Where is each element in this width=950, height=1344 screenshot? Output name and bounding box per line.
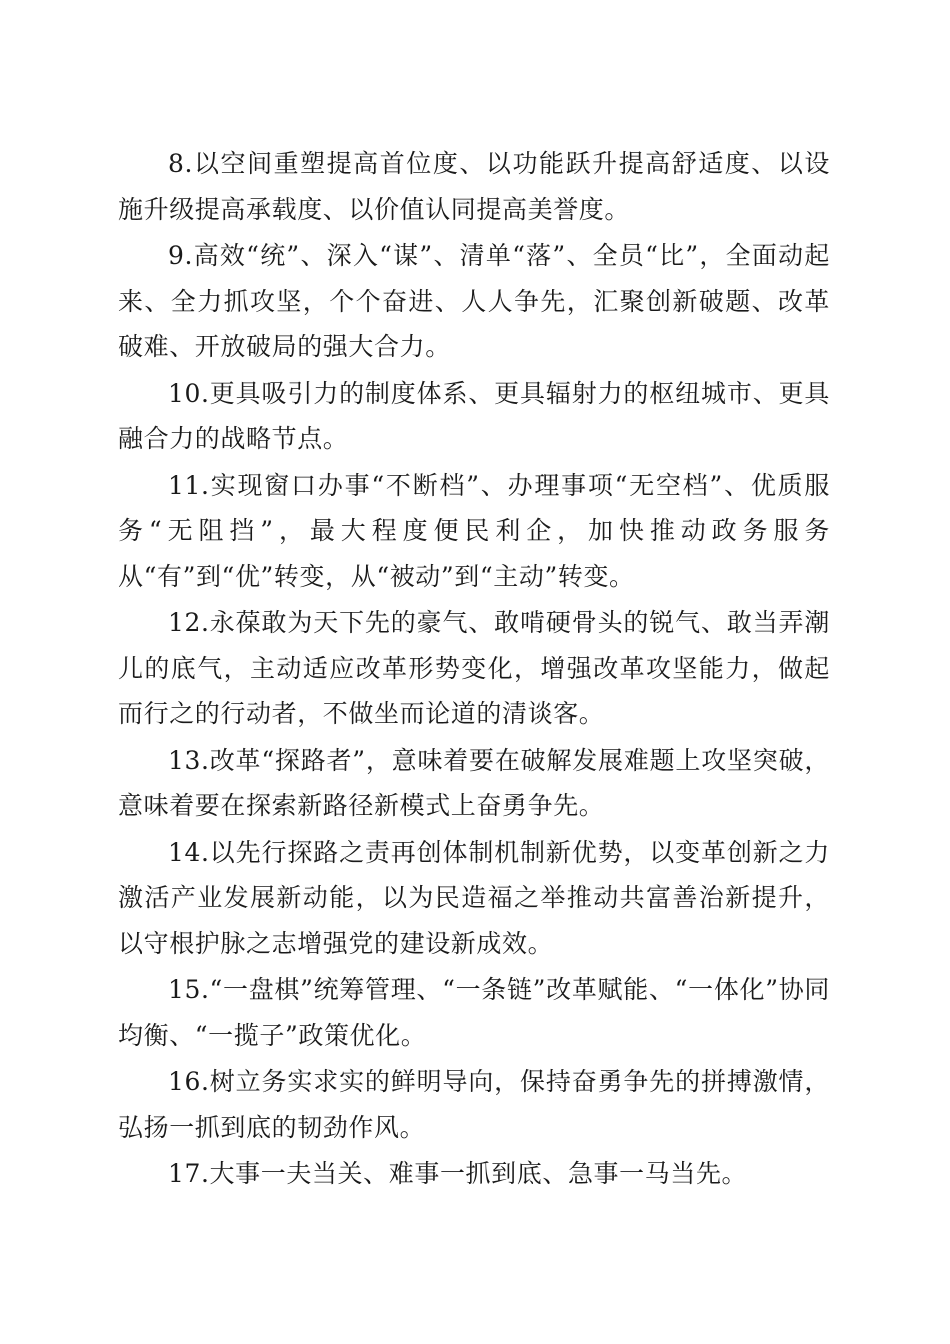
paragraph-13: 13.改革“探路者”，意味着要在破解发展难题上攻坚突破，意味着要在探索新路径新模式上奋勇争先。	[118, 745, 830, 820]
paragraph-16: 16.树立务实求实的鲜明导向，保持奋勇争先的拼搏激情，弘扬一抓到底的韧劲作风。	[118, 1067, 830, 1142]
paragraph-8: 8.以空间重塑提高首位度、以功能跃升提高舒适度、以设施升级提高承载度、以价值认同提高美誉度。	[118, 149, 830, 224]
document-body	[118, 141, 830, 1198]
paragraph-14: 14.以先行探路之责再创体制机制新优势，以变革创新之力激活产业发展新动能，以为民造福之举推动共富善治新提升，以守根护脉之志增强党的建设新成效。	[118, 837, 830, 958]
paragraph-9: 9.高效“统”、深入“谋”、清单“落”、全员“比”，全面动起来、全力抓攻坚，个个奋进、人人争先，汇聚创新破题、改革破难、开放破局的强大合力。	[118, 241, 830, 361]
paragraph-11: 11.实现窗口办事“不断档”、办理事项“无空档”、优质服务“无阻挡”，最大程度便民利企，加快推动政务服务从“有”到“优”转变，从“被动”到“主动”转变。	[118, 470, 830, 591]
paragraph-17: 17.大事一夫当关、难事一抓到底、急事一马当先。	[168, 1159, 748, 1188]
paragraph-10: 10.更具吸引力的制度体系、更具辐射力的枢纽城市、更具融合力的战略节点。	[118, 378, 830, 453]
paragraph-12: 12.永葆敢为天下先的豪气、敢啃硬骨头的锐气、敢当弄潮儿的底气，主动适应改革形势变化，增强改革攻坚能力，做起而行之的行动者，不做坐而论道的清谈客。	[118, 608, 830, 728]
paragraph-15: 15.“一盘棋”统筹管理、“一条链”改革赋能、“一体化”协同均衡、“一揽子”政策优化。	[118, 975, 830, 1050]
